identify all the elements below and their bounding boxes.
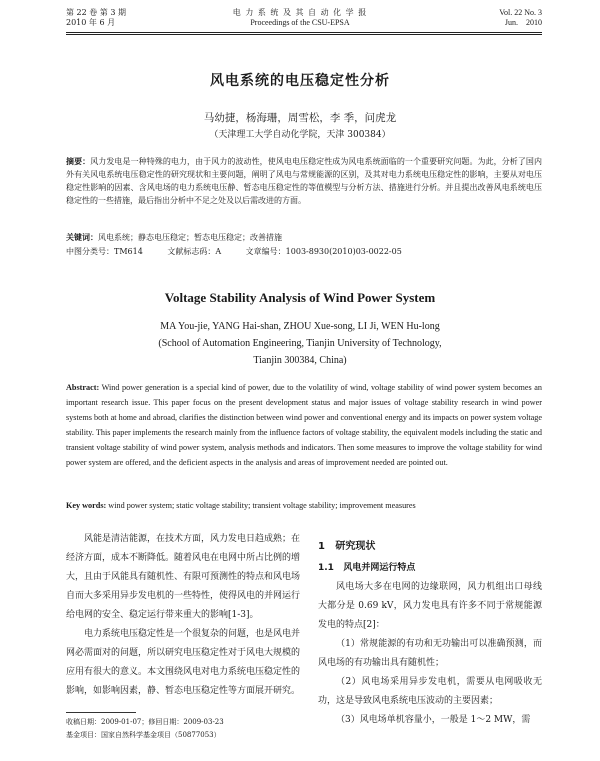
- keywords-en-text: wind power system; static voltage stability; transient voltage stability; improvement measures: [108, 501, 416, 510]
- header-rule-2: [66, 34, 542, 35]
- keywords-cn-text: 风电系统；静态电压稳定；暂态电压稳定；改善措施: [98, 233, 282, 242]
- body-right-column: [318, 537, 542, 730]
- affiliation-en-line2: Tianjin 300384, China): [253, 355, 347, 366]
- classification-cn: [66, 246, 542, 257]
- subsection-heading: 1.1 风电并网运行特点: [318, 563, 416, 573]
- keywords-en: [66, 500, 542, 511]
- body-paragraph: 电力系统电压稳定性是一个很复杂的问题，也是风电并网必需面对的问题，所以研究电压稳定性对于风电大规模的应用有很大的意义。本文围绕风电对电力系统电压稳定性的影响，如影响因素，静、暂态电压稳定性等方面展开研究。: [66, 629, 301, 696]
- body-left-column: [66, 530, 300, 701]
- footnote-rule: [66, 712, 136, 713]
- journal-name-cn: 电 力 系 统 及 其 自 动 化 学 报: [232, 8, 368, 17]
- keywords-cn: [66, 232, 542, 243]
- abstract-en-text: Wind power generation is a special kind of power, due to the volatility of wind, voltage stability of wind power system becomes an important research issue. This paper focus on the present development status and major issues of voltage stability research in wind power systems both at home and abroad, clarifies the distinction between wind power and conventional energy and its impacts on power system voltage stability. This paper implements the research mainly from the influence factors of voltage stability, the equivalent models including the static and transient voltage stability of wind power system, analysis methods and indicators. Then some measures to improve the voltage stability for wind power system are offered, and the deficient aspects in the analysis and areas of improvement needed are pointed out.: [66, 383, 542, 467]
- issue-date-cn: 2010 年 6 月: [66, 18, 116, 27]
- abstract-en-label: Abstract:: [66, 383, 100, 392]
- affiliation-en-line1: (School of Automation Engineering, Tianjin University of Technology,: [158, 338, 442, 349]
- body-paragraph: 风电场大多在电网的边缘联网，风力机组出口母线大都分是 0.69 kV，风力发电具有许多不同于常规能源发电的特点[2]：: [318, 582, 542, 630]
- paper-title-cn: 风电系统的电压稳定性分析: [210, 73, 390, 89]
- volume-number-en: Vol. 22 No. 3: [499, 8, 542, 17]
- keywords-cn-label: 关键词：: [66, 233, 98, 242]
- footnote-received-date: 收稿日期：2009-01-07；修回日期：2009-03-23: [66, 718, 224, 726]
- clc-number: 中图分类号：TM614: [66, 247, 143, 256]
- journal-name-en: Proceedings of the CSU-EPSA: [250, 18, 350, 27]
- abstract-cn-text: 风力发电是一种特殊的电力，由于风力的波动性，使风电电压稳定性成为风电系统面临的一个重要研究问题。为此，分析了国内外有关风电系统电压稳定性的研究现状和主要问题，阐明了风电与常规能源的区别，及其对电力系统电压稳定性的影响，主要从对电压稳定性影响的因素、含风电场的电力系统电压静、暂态电压稳定性的等值模型与分析方法、措施进行分析。并且提出改善风电系统电压稳定性的一些措施，最后指出分析中不足之处及以后需改进的方面。: [66, 157, 543, 205]
- footnote-fund: 基金项目：国家自然科学基金项目（50877053）: [66, 731, 221, 739]
- abstract-cn-label: 摘要：: [66, 157, 91, 166]
- journal-issue-info-en: [499, 8, 542, 28]
- authors-en: MA You-jie, YANG Hai-shan, ZHOU Xue-song, LI Ji, WEN Hu-long: [160, 321, 440, 332]
- volume-number: 第 22 卷 第 3 期: [66, 8, 126, 17]
- abstract-cn: [66, 155, 542, 207]
- header-rule: [66, 32, 542, 33]
- article-number: 文章编号：1003-8930(2010)03-0022-05: [245, 247, 402, 256]
- body-paragraph: （2）风电场采用异步发电机，需要从电网吸收无功，这是导致风电系统电压波动的主要因素；: [318, 677, 542, 706]
- issue-date-en: Jun. 2010: [504, 18, 542, 27]
- body-paragraph: 风能是清洁能源，在技术方面，风力发电日趋成熟；在经济方面，成本不断降低。随着风电在电网中所占比例的增大，且由于风能具有随机性、有限可预测性的特点和风电场自而大多采用异步发电机的一些特性，使得风电的并网运行给电网的安全、稳定运行带来重大的影响[1-3]。: [66, 534, 301, 620]
- affiliation-cn: （天津理工大学自动化学院，天津 300384）: [209, 130, 391, 140]
- paper-title-en: Voltage Stability Analysis of Wind Power System: [164, 290, 436, 305]
- authors-cn: 马幼捷，杨海珊，周雪松，李 季，问虎龙: [203, 112, 397, 124]
- keywords-en-label: Key words:: [66, 501, 107, 510]
- body-paragraph: （3）风电场单机容量小，一般是 1～2 MW，需: [336, 715, 531, 725]
- body-paragraph: （1）常规能源的有功和无功输出可以准确预测，而风电场的有功输出具有随机性；: [318, 639, 542, 668]
- section-heading: 1 研究现状: [318, 541, 376, 552]
- abstract-en: [66, 380, 542, 470]
- document-code: 文献标志码：A: [167, 247, 222, 256]
